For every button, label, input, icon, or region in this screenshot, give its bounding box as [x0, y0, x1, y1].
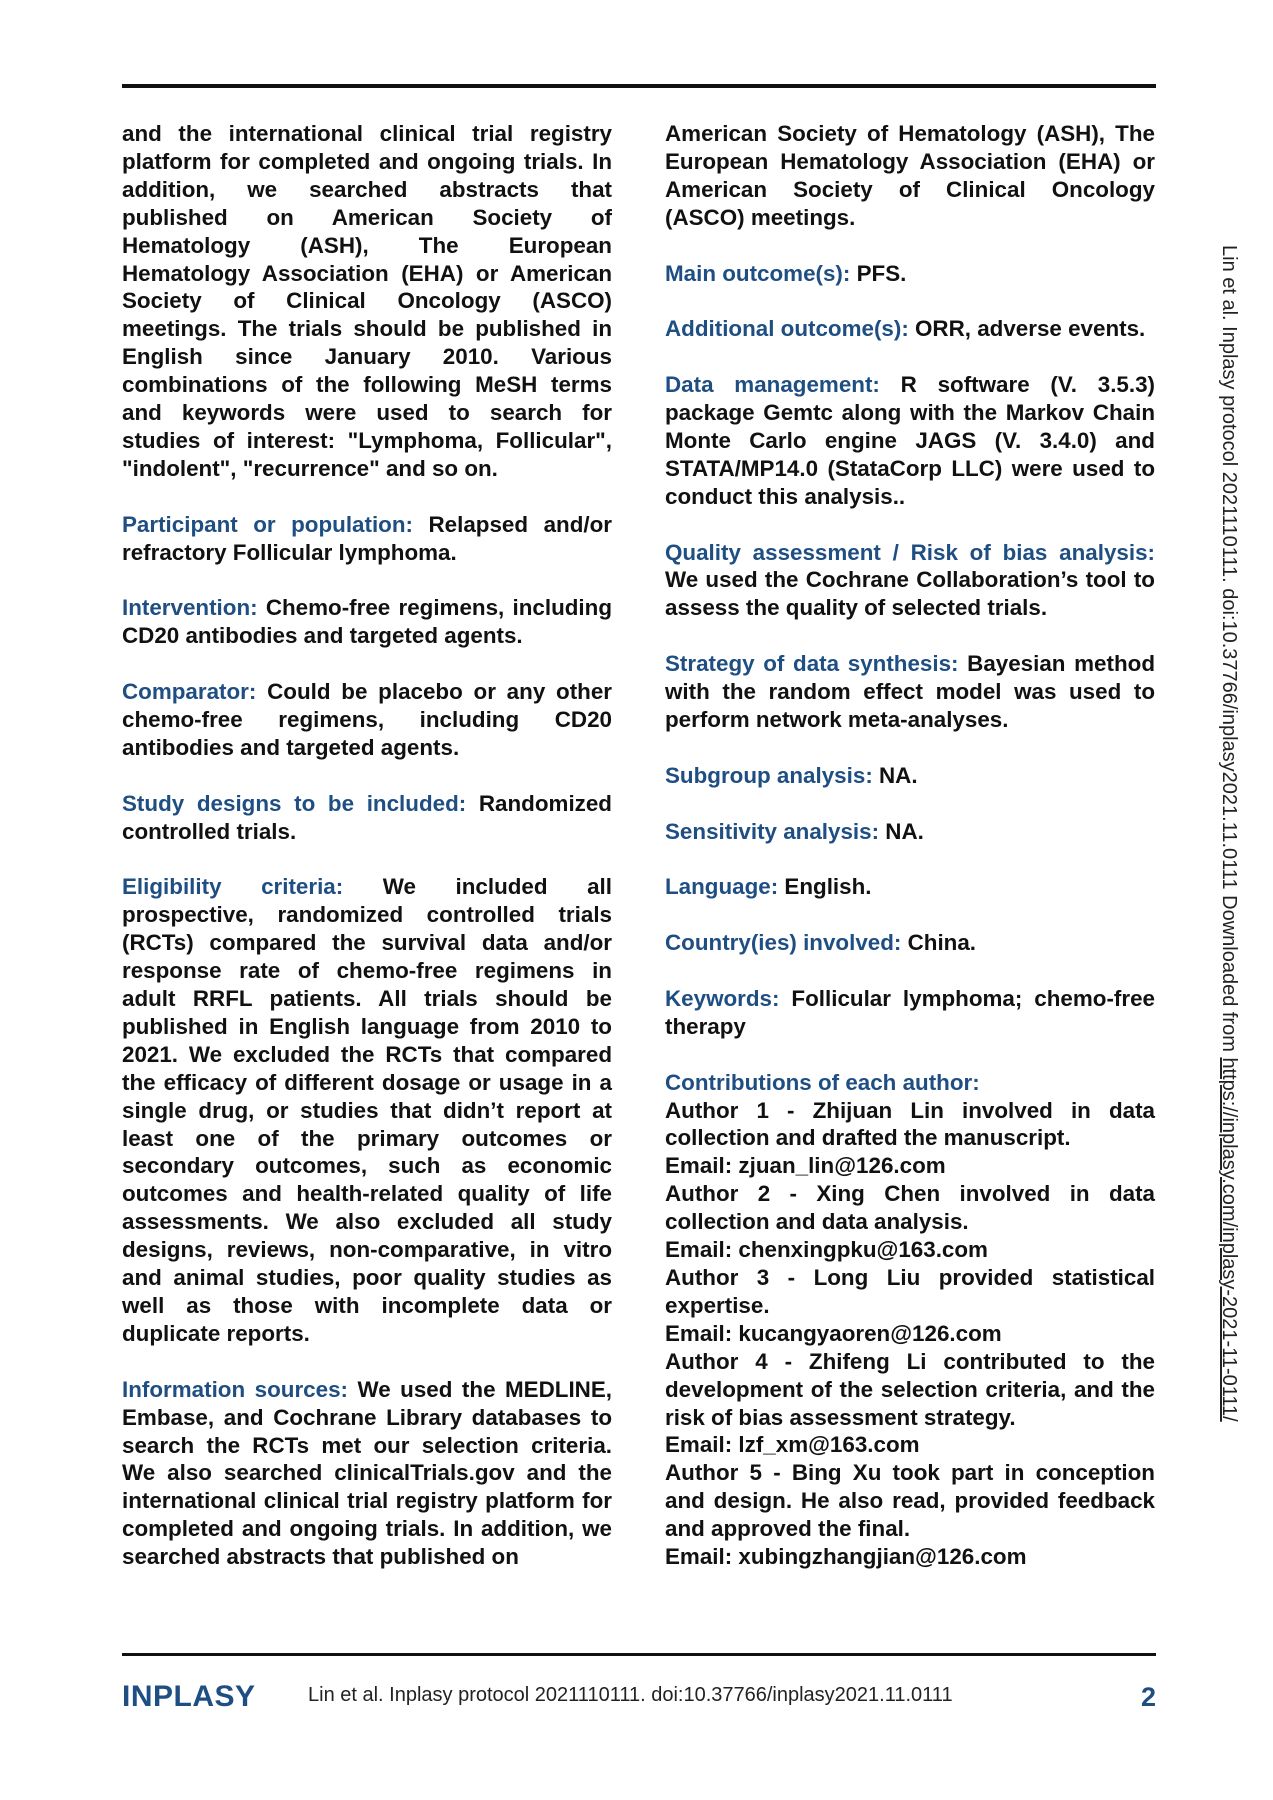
comparator-label: Comparator:	[122, 679, 257, 705]
author-3-line: Author 3 - Long Liu provided statistical expertise.	[665, 1264, 1155, 1318]
left-column	[122, 120, 612, 1571]
side-download-note	[1217, 245, 1240, 1422]
country-text: China.	[901, 930, 977, 956]
bottom-rule	[122, 1653, 1156, 1656]
keywords-text: Follicular lymphoma; chemo-free therapy	[665, 985, 1155, 1039]
comparator-section	[122, 678, 612, 762]
additional-outcome-text: ORR, adverse events.	[908, 316, 1146, 342]
contributions-label: Contributions of each author:	[665, 1069, 980, 1095]
main-outcome-text: PFS.	[850, 260, 907, 286]
right-column	[665, 120, 1155, 1571]
participant-text: Relapsed and/or refractory Follicular lymphoma.	[122, 511, 612, 565]
information-text: We used the MEDLINE, Embase, and Cochrane Library databases to search the RCTs met our selection criteria. We also searched clinicalTrials.gov and the international clinical trial registry platform for completed and ongoing trials. In addition, we searched abstracts that published on	[122, 1376, 612, 1570]
sensitivity-label: Sensitivity analysis:	[665, 818, 880, 844]
participant-label: Participant or population:	[122, 511, 413, 537]
author-1-email: Email: zjuan_lin@126.com	[665, 1153, 946, 1179]
data-management-section	[665, 371, 1155, 511]
eligibility-label: Eligibility criteria:	[122, 874, 344, 900]
quality-section	[665, 539, 1155, 623]
language-section	[665, 873, 1155, 901]
intro-paragraph: and the international clinical trial registry platform for completed and ongoing trials. In addition, we searched abstracts that published on American Society of Hematology (ASH), The European Hematology Association (EHA) or American Society of Clinical Oncology (ASCO) meetings. The trials should be published in English since January 2010. Various combinations of the following MeSH terms and keywords were used to search for studies of interest: "Lymphoma, Follicular", "indolent", "recurrence" and so on.	[122, 121, 612, 481]
side-download-link[interactable]: https://inplasy.com/inplasy-2021-11-0111/	[1218, 1057, 1240, 1422]
information-section	[122, 1376, 612, 1571]
sensitivity-section	[665, 818, 1155, 846]
side-citation: Lin et al. Inplasy protocol 2021110111. doi:10.37766/inplasy2021.11.0111 Downloaded from	[1218, 245, 1240, 1058]
author-5-line: Author 5 - Bing Xu took part in conception and design. He also read, provided feedback and approved the final.	[665, 1460, 1155, 1542]
quality-label: Quality assessment / Risk of bias analysis:	[665, 539, 1155, 565]
country-label: Country(ies) involved:	[665, 930, 902, 956]
quality-text: We used the Cochrane Collaboration’s tool to assess the quality of selected trials.	[665, 567, 1155, 621]
language-label: Language:	[665, 874, 779, 900]
intervention-label: Intervention:	[122, 595, 258, 621]
study-designs-label: Study designs to be included:	[122, 790, 467, 816]
participant-section	[122, 511, 612, 567]
strategy-label: Strategy of data synthesis:	[665, 651, 959, 677]
subgroup-section	[665, 762, 1155, 790]
subgroup-label: Subgroup analysis:	[665, 762, 873, 788]
top-rule	[122, 84, 1156, 88]
additional-outcome-section	[665, 315, 1155, 343]
contributions-section	[665, 1069, 1155, 1571]
subgroup-text: NA.	[872, 762, 918, 788]
footer-citation: Lin et al. Inplasy protocol 2021110111. doi:10.37766/inplasy2021.11.0111	[308, 1684, 953, 1706]
eligibility-section	[122, 873, 612, 1347]
language-text: English.	[778, 874, 872, 900]
author-2-line: Author 2 - Xing Chen involved in data collection and data analysis.	[665, 1181, 1155, 1235]
author-4-line: Author 4 - Zhifeng Li contributed to the development of the selection criteria, and the risk of bias assessment strategy.	[665, 1348, 1155, 1430]
comparator-text: Could be placebo or any other chemo-free regimens, including CD20 antibodies and targeted agents.	[122, 679, 612, 760]
information-label: Information sources:	[122, 1376, 348, 1402]
additional-outcome-label: Additional outcome(s):	[665, 316, 909, 342]
data-management-text: R software (V. 3.5.3) package Gemtc along with the Markov Chain Monte Carlo engine JAGS (V. 3.4.0) and STATA/MP14.0 (StataCorp LLC) were used to conduct this analysis..	[665, 372, 1155, 509]
keywords-label: Keywords:	[665, 985, 780, 1011]
main-outcome-label: Main outcome(s):	[665, 260, 851, 286]
author-5-email: Email: xubingzhangjian@126.com	[665, 1544, 1027, 1570]
data-management-label: Data management:	[665, 372, 880, 398]
study-designs-text: Randomized controlled trials.	[122, 790, 612, 844]
study-designs-section	[122, 790, 612, 846]
author-4-email: Email: lzf_xm@163.com	[665, 1432, 920, 1458]
main-outcome-section	[665, 260, 1155, 288]
keywords-section	[665, 985, 1155, 1041]
country-section	[665, 929, 1155, 957]
right-intro-paragraph: American Society of Hematology (ASH), The European Hematology Association (EHA) or American Society of Clinical Oncology (ASCO) meetings.	[665, 121, 1155, 230]
footer-brand-logo: INPLASY	[122, 1680, 256, 1713]
author-2-email: Email: chenxingpku@163.com	[665, 1237, 988, 1263]
author-3-email: Email: kucangyaoren@126.com	[665, 1320, 1002, 1346]
sensitivity-text: NA.	[879, 818, 924, 844]
intervention-section	[122, 594, 612, 650]
author-1-line: Author 1 - Zhijuan Lin involved in data collection and drafted the manuscript.	[665, 1097, 1155, 1151]
eligibility-text: We included all prospective, randomized controlled trials (RCTs) compared the survival data and/or response rate of chemo-free regimens in adult RRFL patients. All trials should be published in English language from 2010 to 2021. We excluded the RCTs that compared the efficacy of different dosage or usage in a single drug, or studies that didn’t report at least one of the primary outcomes or secondary outcomes, such as economic outcomes and health-related quality of life assessments. We also excluded all study designs, reviews, non-comparative, in vitro and animal studies, poor quality studies as well as those with incomplete data or duplicate reports.	[122, 874, 612, 1346]
strategy-text: Bayesian method with the random effect model was used to perform network meta-analyses.	[665, 651, 1155, 732]
intervention-text: Chemo-free regimens, including CD20 antibodies and targeted agents.	[122, 595, 612, 649]
strategy-section	[665, 650, 1155, 734]
page-number: 2	[1140, 1682, 1156, 1712]
